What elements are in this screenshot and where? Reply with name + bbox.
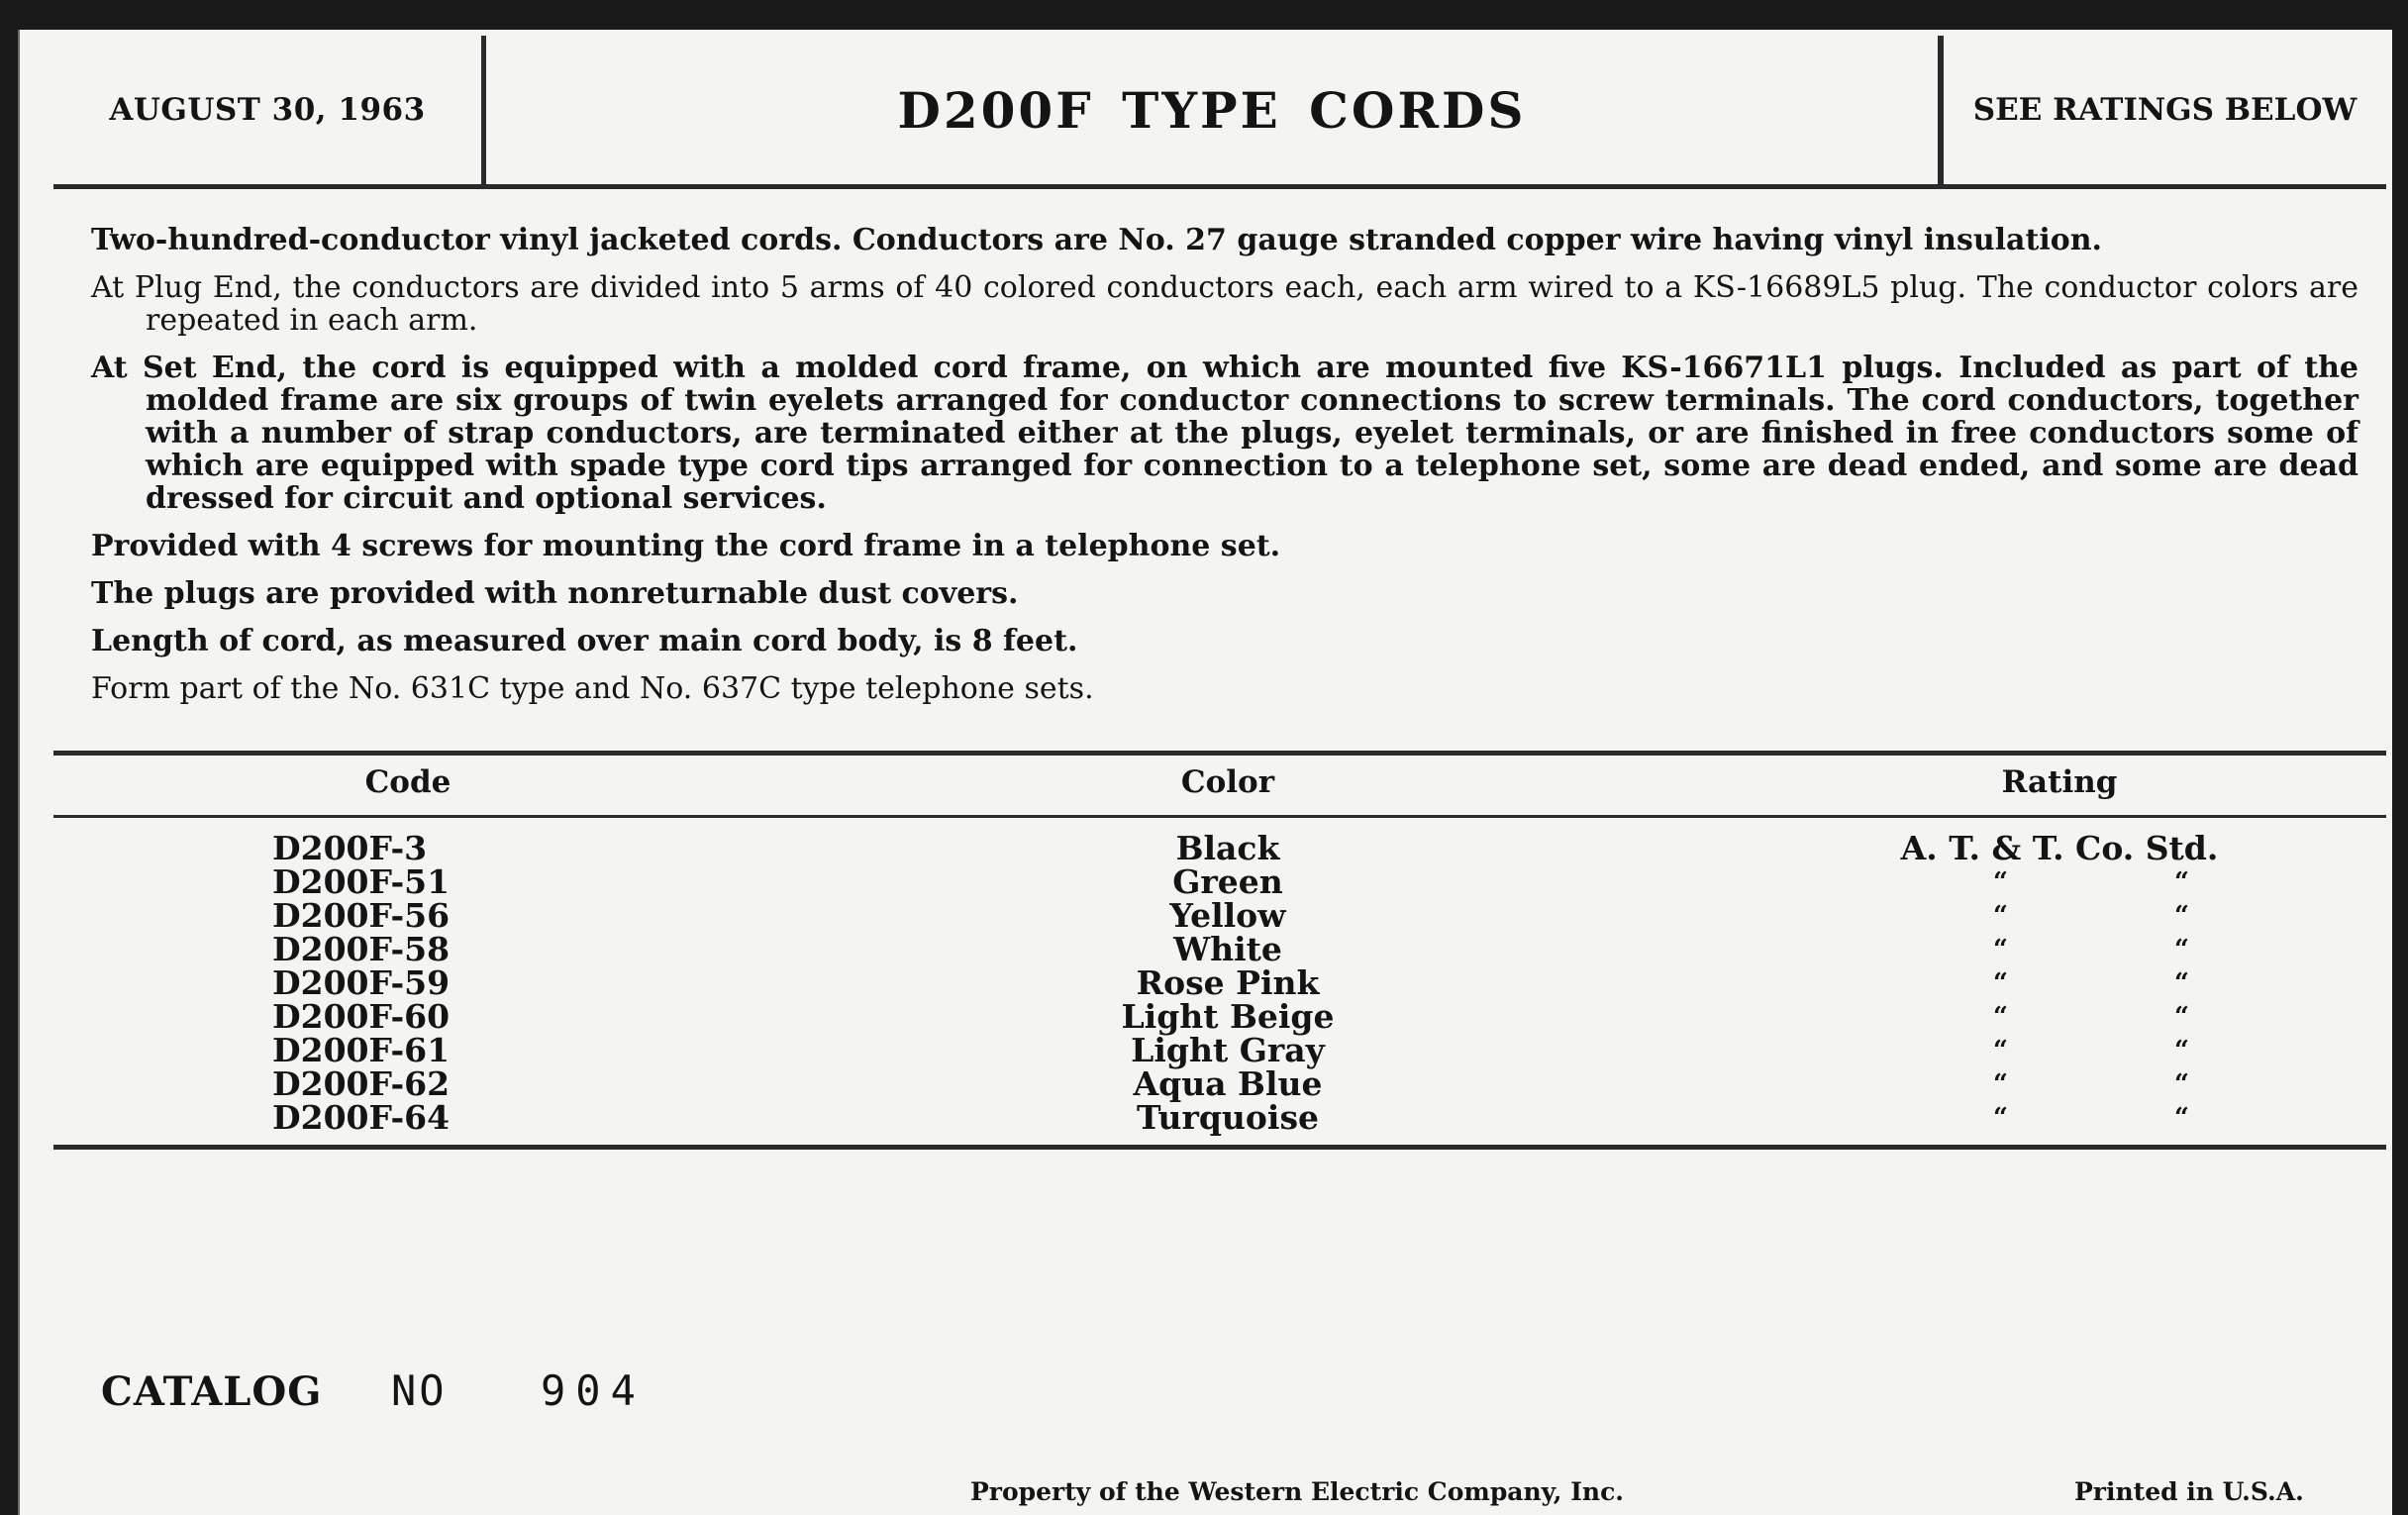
cell-code: D200F-60 — [272, 997, 451, 1036]
cell-color: Aqua Blue — [1133, 1064, 1323, 1103]
description-paragraph: Form part of the No. 631C type and No. 637C type telephone sets. — [91, 671, 1094, 706]
cell-rating: A. T. & T. Co. Std. — [1900, 829, 2219, 867]
description-paragraph: At Set End, the cord is equipped with a molded cord frame, on which are mounted five KS-16671L1 plugs. Included as part of the molded frame are six groups of twin eyelets arranged for conductor connections to screw terminals. The cord conductors, together with a number of strap conductors, are terminated either at the plugs, eyelet terminals, or are finished in free conductors some of which are equipped with spade type cord tips arranged for connection to a telephone set, some are dead ended, and some are dead dressed for circuit and optional services. — [91, 351, 2358, 516]
catalog-number: 904 — [541, 1366, 646, 1415]
ditto-mark: “ — [2174, 867, 2189, 897]
ditto-mark: “ — [2174, 935, 2189, 964]
table-row — [20, 1064, 2392, 1103]
description-paragraph: The plugs are provided with nonreturnable dust covers. — [91, 576, 1019, 611]
page-title: D200F TYPE CORDS — [897, 80, 1527, 140]
table-body — [20, 829, 2392, 1137]
column-header-color: Color — [1180, 764, 1275, 800]
description — [91, 224, 2358, 720]
table-row — [20, 1098, 2392, 1137]
column-header-code: Code — [364, 764, 452, 800]
cell-code: D200F-61 — [272, 1031, 451, 1069]
cell-code: D200F-51 — [272, 862, 451, 901]
catalog-no-label: NO — [391, 1366, 448, 1415]
cell-color: Light Gray — [1131, 1031, 1325, 1069]
cell-color: Rose Pink — [1136, 963, 1320, 1002]
table-row — [20, 862, 2392, 901]
table-header-rule — [53, 815, 2386, 818]
table-row — [20, 896, 2392, 935]
header-rating-note: SEE RATINGS BELOW — [1972, 92, 2358, 128]
table-row — [20, 997, 2392, 1036]
catalog-label: CATALOG — [101, 1368, 323, 1415]
cell-code: D200F-59 — [272, 963, 451, 1002]
ditto-mark: “ — [2174, 1069, 2189, 1099]
cell-code: D200F-58 — [272, 930, 451, 968]
ditto-mark: “ — [2174, 1103, 2189, 1133]
printed-notice: Printed in U.S.A. — [2074, 1477, 2304, 1506]
ditto-mark: “ — [1993, 1069, 2008, 1099]
cell-color: White — [1173, 930, 1282, 968]
ditto-mark: “ — [1993, 1036, 2008, 1065]
cell-code: D200F-64 — [272, 1098, 451, 1137]
ditto-mark: “ — [2174, 968, 2189, 998]
table-row — [20, 930, 2392, 968]
cell-code: D200F-3 — [272, 829, 428, 867]
description-paragraph: Length of cord, as measured over main cord body, is 8 feet. — [91, 624, 1078, 658]
cell-code: D200F-56 — [272, 896, 451, 935]
cell-color: Green — [1172, 862, 1283, 901]
ditto-mark: “ — [2174, 1036, 2189, 1065]
description-paragraph: Two-hundred-conductor vinyl jacketed cords. Conductors are No. 27 gauge stranded copper wire having vinyl insulation. — [91, 223, 2103, 257]
cell-color: Turquoise — [1136, 1098, 1320, 1137]
cell-color: Light Beige — [1121, 997, 1335, 1036]
cell-code: D200F-62 — [272, 1064, 451, 1103]
cell-color: Black — [1175, 829, 1280, 867]
ditto-mark: “ — [1993, 935, 2008, 964]
table-bottom-rule — [53, 1145, 2386, 1150]
ditto-mark: “ — [1993, 1002, 2008, 1032]
ditto-mark: “ — [1993, 901, 2008, 931]
table-row — [20, 963, 2392, 1002]
ditto-mark: “ — [2174, 901, 2189, 931]
ditto-mark: “ — [1993, 968, 2008, 998]
description-paragraph: At Plug End, the conductors are divided into 5 arms of 40 colored conductors each, each arm wired to a KS-16689L5 plug. The conductor colors are repeated in each arm. — [91, 270, 2358, 338]
ditto-mark: “ — [1993, 1103, 2008, 1133]
card-header — [53, 36, 2386, 189]
table-row — [20, 1031, 2392, 1069]
ditto-mark: “ — [2174, 1002, 2189, 1032]
property-notice: Property of the Western Electric Company, Inc. — [970, 1477, 1625, 1506]
table-row — [20, 829, 2392, 867]
catalog-card — [18, 30, 2392, 1515]
column-header-rating: Rating — [2001, 764, 2118, 800]
description-paragraph: Provided with 4 screws for mounting the cord frame in a telephone set. — [91, 529, 1281, 563]
ditto-mark: “ — [1993, 867, 2008, 897]
table-top-rule — [53, 751, 2386, 756]
cell-color: Yellow — [1169, 896, 1286, 935]
header-date: AUGUST 30, 1963 — [109, 92, 426, 128]
